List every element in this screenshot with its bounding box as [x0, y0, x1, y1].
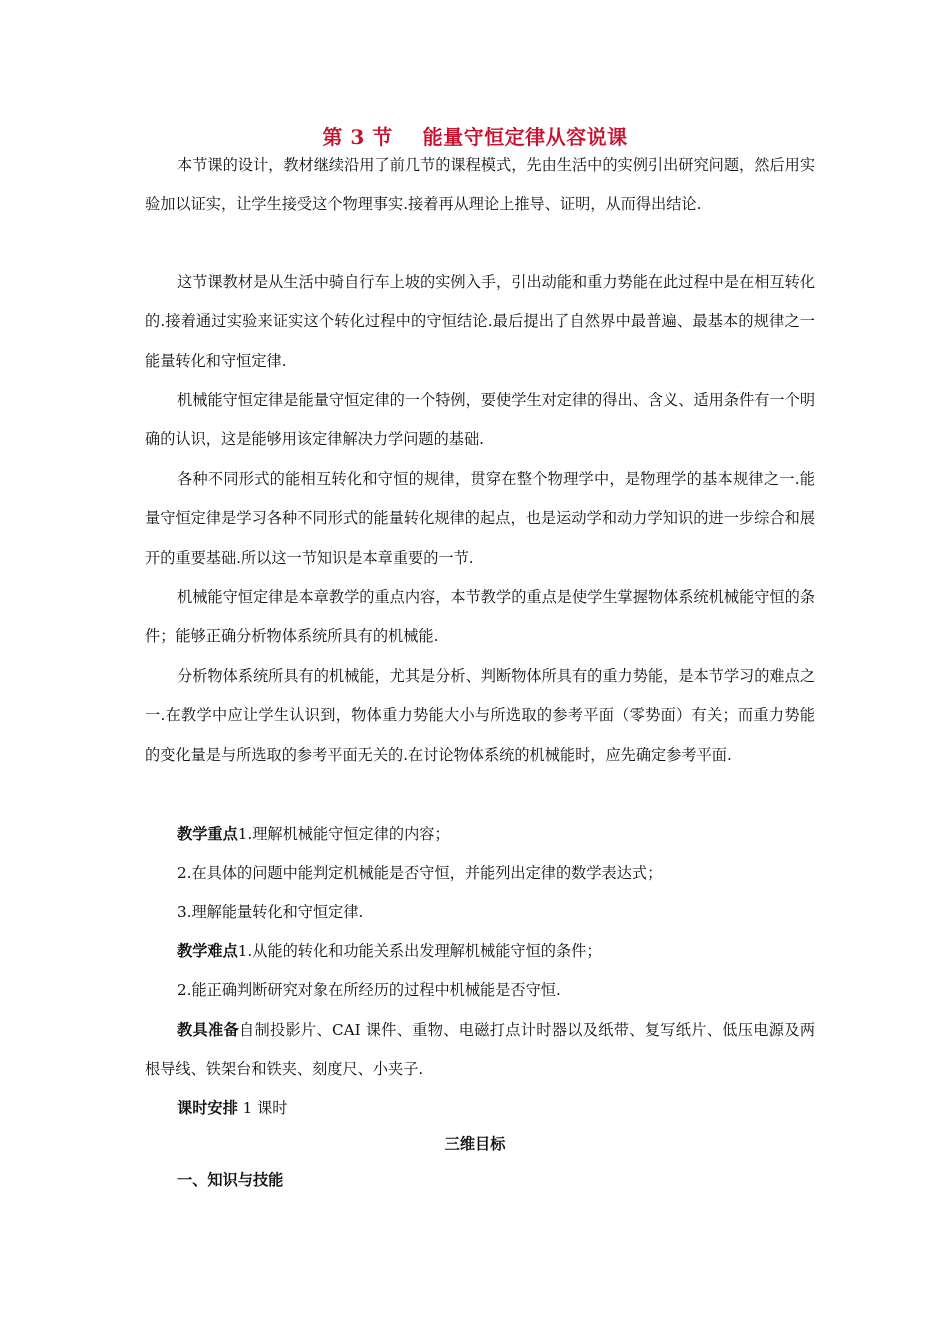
paragraph-teaching-difficulty: 分析物体系统所具有的机械能，尤其是分析、判断物体所具有的重力势能，是本节学习的难点之一.在教学中应让学生认识到，物体重力势能大小与所选取的参考平面（零势面）有关；而重力势能的变化量是与所选取的参考平面无关的.在讨论物体系统的机械能时，应先确定参考平面.: [145, 667, 815, 764]
materials-label: 教具准备: [177, 1021, 240, 1039]
subsection-heading: 一、知识与技能: [177, 1171, 284, 1189]
schedule-text: 1 课时: [237, 1099, 288, 1117]
paragraph-teaching-focus: 机械能守恒定律是本章教学的重点内容，本节教学的重点是使学生掌握物体系统机械能守恒的条件；能够正确分析物体系统所具有的机械能.: [145, 588, 815, 646]
difficult-points-label: 教学难点: [177, 942, 238, 960]
paragraph-course-design: 本节课的设计，教材继续沿用了前几节的课程模式，先由生活中的实例引出研究问题，然后用实验加以证实，让学生接受这个物理事实.接着再从理论上推导、证明，从而得出结论.: [145, 156, 815, 214]
difficult-point-item: 2.能正确判断研究对象在所经历的过程中机械能是否守恒.: [177, 981, 561, 999]
schedule-label: 课时安排: [177, 1099, 238, 1117]
key-points-line-1: [177, 815, 817, 854]
paragraph-conservation-laws: 各种不同形式的能相互转化和守恒的规律，贯穿在整个物理学中，是物理学的基本规律之一.能量守恒定律是学习各种不同形式的能量转化规律的起点，也是运动学和动力学知识的进一步综合和展开的重要基础.所以这一节知识是本章重要的一节.: [145, 470, 815, 567]
document-title: 第 3 节 能量守恒定律从容说课: [322, 125, 628, 149]
materials-text: 自制投影片、CAI 课件、重物、电磁打点计时器以及纸带、复写纸片、低压电源及两根导线、铁架台和铁夹、刻度尺、小夹子.: [145, 1021, 816, 1079]
section-heading: 三维目标: [444, 1135, 506, 1153]
difficult-point-item: 1.从能的转化和功能关系出发理解机械能守恒的条件；: [237, 942, 602, 960]
difficult-points-line-1: [177, 932, 817, 971]
key-point-item: 2.在具体的问题中能判定机械能是否守恒，并能列出定律的数学表达式；: [177, 864, 663, 882]
key-point-item: 3.理解能量转化和守恒定律.: [177, 903, 364, 921]
paragraph-mechanical-energy: 机械能守恒定律是能量守恒定律的一个特例，要使学生对定律的得出、含义、适用条件有一个明确的认识，这是能够用该定律解决力学问题的基础.: [145, 391, 815, 449]
paragraph-textbook-intro: 这节课教材是从生活中骑自行车上坡的实例入手，引出动能和重力势能在此过程中是在相互转化的.接着通过实验来证实这个转化过程中的守恒结论.最后提出了自然界中最普遍、最基本的规律之一能量转化和守恒定律.: [145, 273, 815, 370]
materials-paragraph: [145, 1011, 815, 1090]
schedule-line: [177, 1089, 817, 1128]
key-points-label: 教学重点: [177, 825, 238, 843]
key-point-item: 1.理解机械能守恒定律的内容；: [237, 825, 450, 843]
